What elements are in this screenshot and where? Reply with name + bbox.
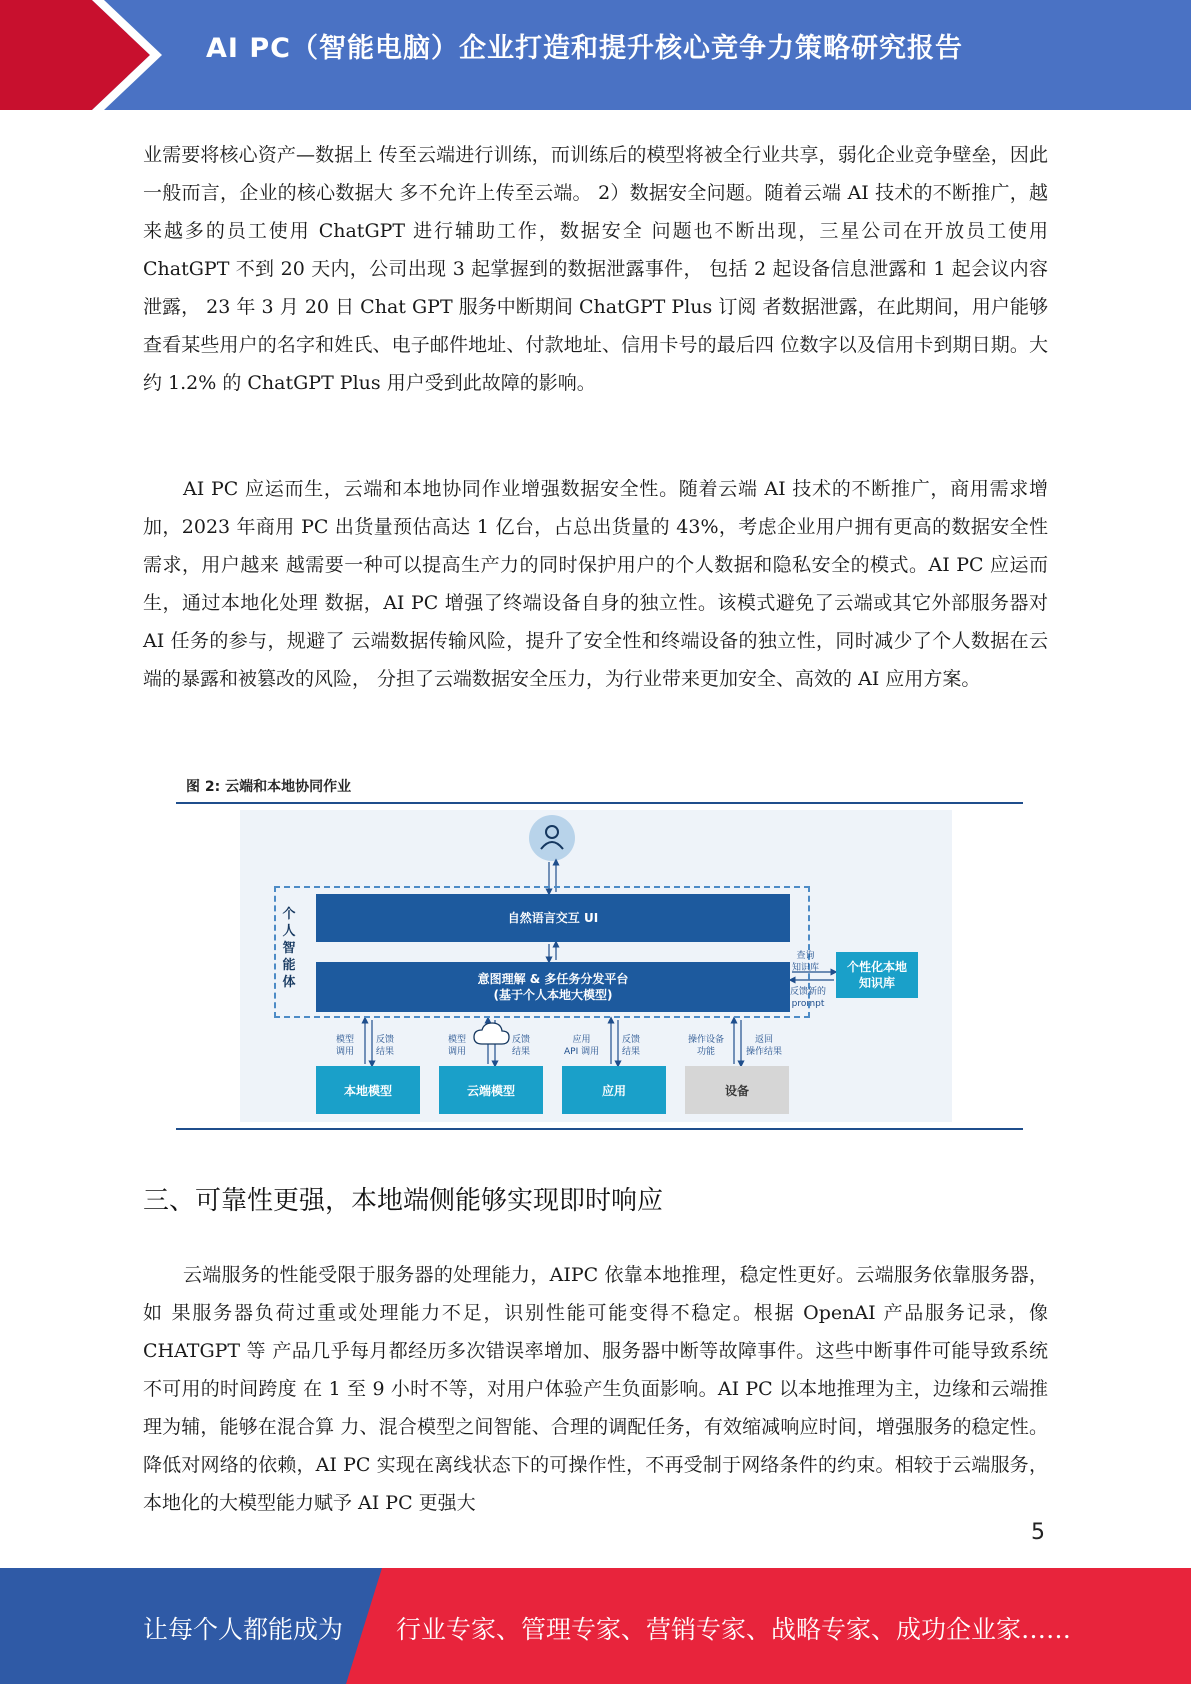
arrow-label-down-1: 反馈 结果 (376, 1035, 395, 1057)
body-paragraph-2: AI PC 应运而生，云端和本地协同作业增强数据安全性。随着云端 AI 技术的不断推广，商用需求增加，2023 年商用 PC 出货量预估高达 1 亿台，占总出货量的 43%，考虑企业用户拥有更高的数据安全性需求，用户越来 越需要一种可以提高生产力的同时保护用户的个人数据和隐私安全的模式。AI PC 应运而生，通过本地化处理 数据，AI PC 增强了终端设备自身的独立性。该模式避免了云端或其它外部服务器对 AI 任务的参与，规避了 云端数据传输风险，提升了安全性和终端设备的独立性，同时减少了个人数据在云端的暴露和被篡改的风险， 分担了云端数据安全压力，为行业带来更加安全、高效的 AI 应用方案。 (143, 478, 1048, 690)
section-heading: 三、可靠性更强，本地端侧能够实现即时响应 (143, 1186, 664, 1216)
page-footer (0, 1568, 1191, 1684)
personal-knowledge-base-box: 个性化本地 知识库 (836, 952, 918, 998)
arrow-label-up-1: 模型 调用 (336, 1035, 355, 1057)
body-paragraph-1: 业需要将核心资产—数据上 传至云端进行训练，而训练后的模型将被全行业共享，弱化企业竞争壁垒，因此一般而言，企业的核心数据大 多不允许上传至云端。 2）数据安全问题。随着云端 AI 技术的不断推广，越来越多的员工使用 ChatGPT 进行辅助工作，数据安全 问题也不断出现，三星公司在开放员工使用 ChatGPT 不到 20 天内，公司出现 3 起掌握到的数据泄露事件， 包括 2 起设备信息泄露和 1 起会议内容泄露， 23 年 3 月 20 日 Chat GPT 服务中断期间 ChatGPT Plus 订阅 者数据泄露，在此期间，用户能够查看某些用户的名字和姓氏、电子邮件地址、付款地址、信用卡号的最后四 位数字以及信用卡到期日期。大约 1.2% 的 ChatGPT Plus 用户受到此故障的影响。 (143, 144, 1048, 394)
arrow-label-down-2: 反馈 结果 (512, 1035, 531, 1057)
application-box: 应用 (562, 1066, 666, 1114)
figure-cloud-local-collaboration (176, 776, 1023, 1132)
natural-language-ui-bar: 自然语言交互 UI (316, 894, 790, 942)
report-title: AI PC（智能电脑）企业打造和提升核心竞争力策略研究报告 (206, 33, 963, 64)
query-kb-label: 查询 知识库 (792, 951, 820, 973)
figure-bottom-rule (176, 1128, 1023, 1130)
arrow-label-down-3: 反馈 结果 (622, 1035, 641, 1057)
page-number: 5 (1031, 1520, 1045, 1545)
arrow-label-up-4: 操作设备 功能 (688, 1035, 725, 1057)
footer-slogan-right: 行业专家、管理专家、营销专家、战略专家、成功企业家…… (396, 1615, 1072, 1644)
intent-dispatch-platform-bar: 意图理解 & 多任务分发平台 (基于个人本地大模型) (316, 962, 790, 1012)
body-paragraph-3: 云端服务的性能受限于服务器的处理能力，AIPC 依靠本地推理，稳定性更好。云端服务依靠服务器，如 果服务器负荷过重或处理能力不足，识别性能可能变得不稳定。根据 OpenAI 产品服务记录，像 CHATGPT 等 产品几乎每月都经历多次错误率增加、服务器中断等故障事件。这些中断事件可能导致系统不可用的时间跨度 在 1 至 9 小时不等，对用户体验产生负面影响。AI PC 以本地推理为主，边缘和云端推理为辅，能够在混合算 力、混合模型之间智能、合理的调配任务，有效缩减响应时间，增强服务的稳定性。 降低对网络的依赖，AI PC 实现在离线状态下的可操作性，不再受制于网络条件的约束。相较于云端服务， 本地化的大模型能力赋予 AI PC 更强大 (143, 1264, 1048, 1514)
local-model-box: 本地模型 (316, 1066, 420, 1114)
arrow-label-up-3: 应用 API 调用 (564, 1035, 600, 1057)
feedback-prompt-label: 反馈新的 prompt (790, 987, 827, 1009)
device-box: 设备 (685, 1066, 789, 1114)
personal-agent-label: 个人智能体 (282, 907, 296, 990)
figure-caption: 图 2: 云端和本地协同作业 (186, 779, 352, 795)
arrow-label-down-4: 返回 操作结果 (746, 1035, 783, 1057)
page-header (0, 0, 1191, 110)
arrow-label-up-2: 模型 调用 (448, 1035, 467, 1057)
footer-slogan-left: 让每个人都能成为 (143, 1615, 344, 1644)
cloud-model-box: 云端模型 (439, 1066, 543, 1114)
